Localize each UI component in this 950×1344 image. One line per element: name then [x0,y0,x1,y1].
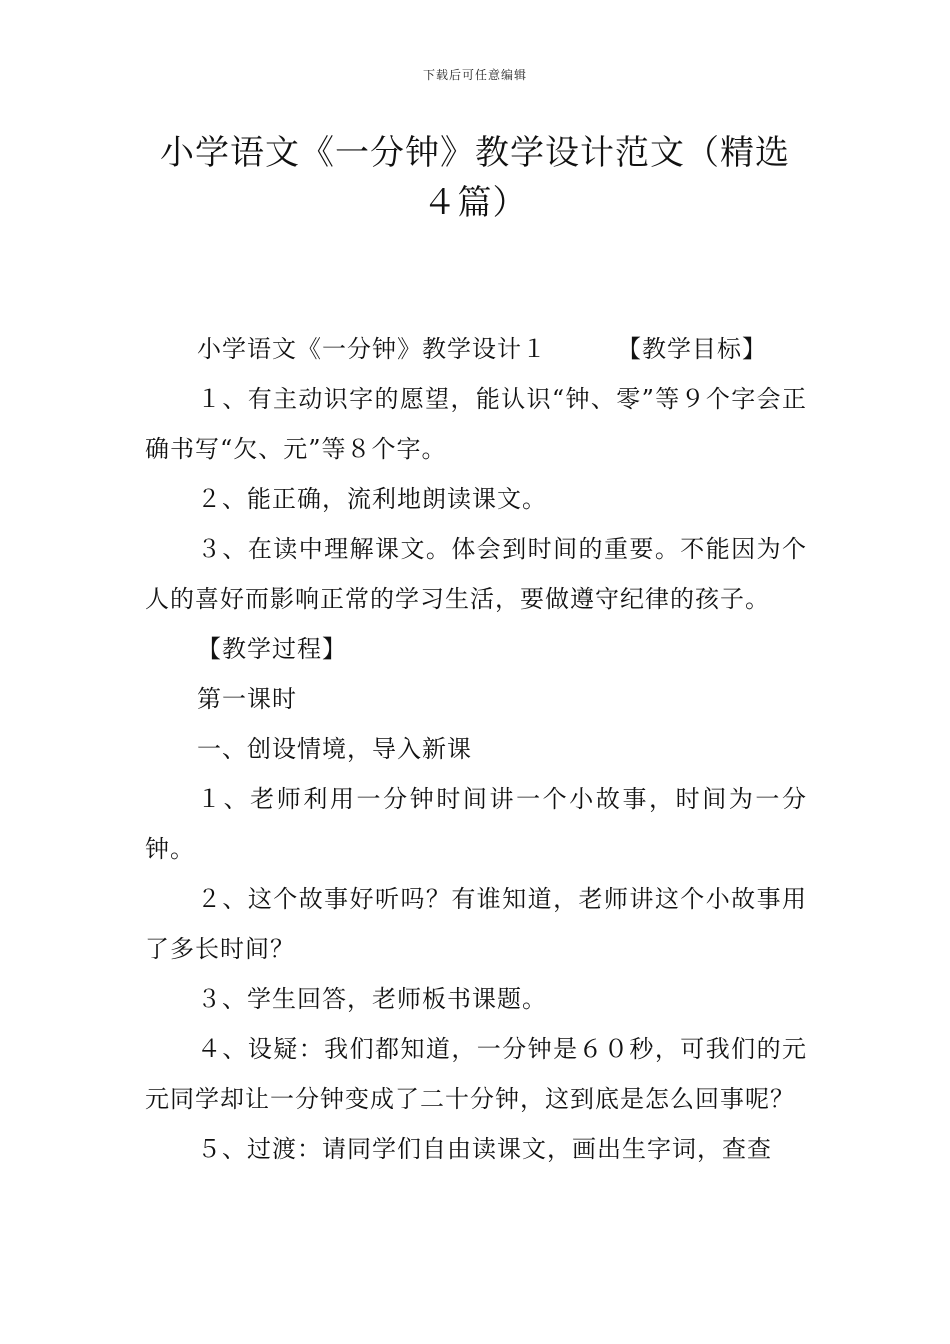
lesson-heading: 第一课时 [197,685,297,713]
paragraph-step-5: ５、过渡：请同学们自由读课文，画出生字词，查查 [197,1135,772,1163]
section-heading: 小学语文《一分钟》教学设计１ [197,335,547,363]
paragraph-objective-2: ２、能正确，流利地朗读课文。 [197,485,547,513]
paragraph-objective-3: ３、在读中理解课文。体会到时间的重要。不能因为个人的喜好而影响正常的学习生活，要做遵守纪律的孩子。 [145,535,807,613]
paragraph-step-1: １、老师利用一分钟时间讲一个小故事，时间为一分钟。 [145,785,807,863]
spacer [547,324,617,374]
document-body [145,324,807,1174]
paragraph-step-4: ４、设疑：我们都知道，一分钟是６０秒，可我们的元元同学却让一分钟变成了二十分钟，这到底是怎么回事呢？ [145,1035,807,1113]
paragraph-step-2: ２、这个故事好听吗？有谁知道，老师讲这个小故事用了多长时间？ [145,885,807,963]
process-label: 【教学过程】 [197,635,347,663]
document-title: 小学语文《一分钟》教学设计范文（精选４篇） [160,133,790,223]
intro-line [145,324,807,374]
paragraph-step-3: ３、学生回答，老师板书课题。 [197,985,547,1013]
objectives-label: 【教学目标】 [617,335,767,363]
header-note: 下载后可任意编辑 [422,68,527,82]
paragraph-objective-1: １、有主动识字的愿望，能认识“钟、零”等９个字会正确书写“欠、元”等８个字。 [145,385,807,463]
step-heading: 一、创设情境，导入新课 [197,735,472,763]
